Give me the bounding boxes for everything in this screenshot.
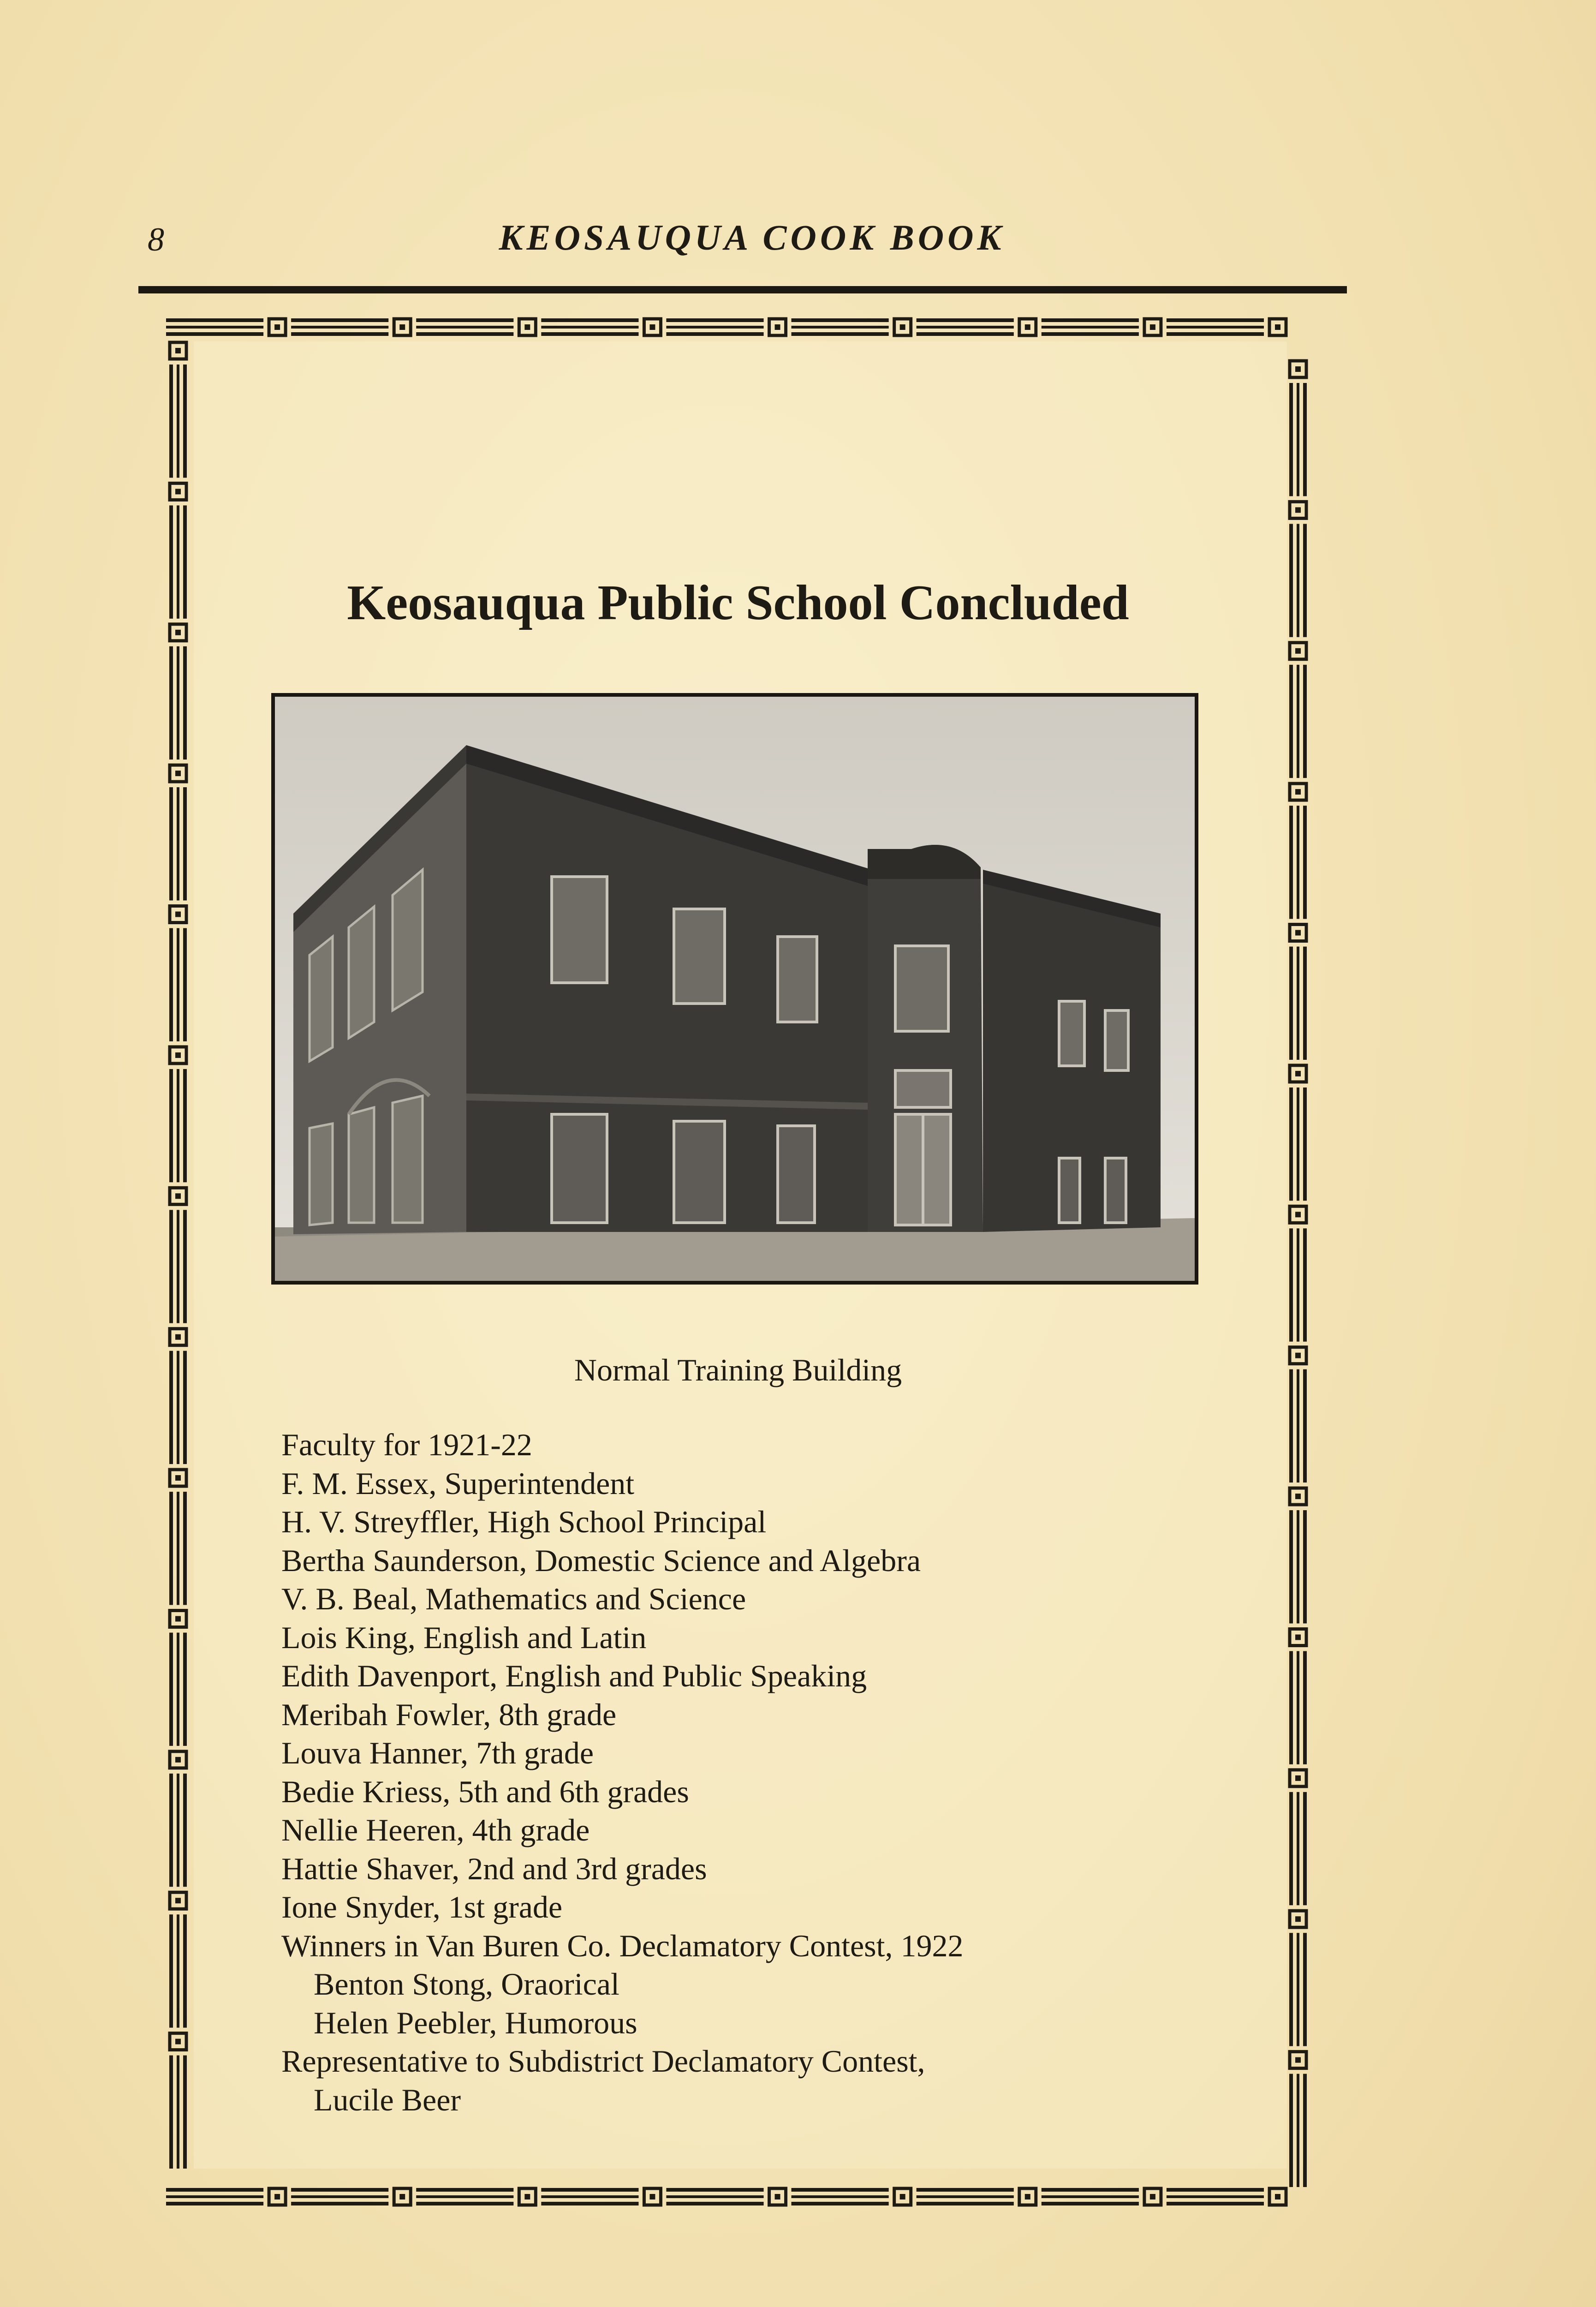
border-ornament	[1289, 1651, 1293, 1764]
border-ornament	[1042, 2202, 1139, 2205]
border-ornament	[792, 318, 889, 322]
border-ornament	[1042, 332, 1139, 336]
representative-heading: Representative to Subdistrict Declamatory Contest,	[281, 2044, 925, 2079]
border-ornament	[1303, 947, 1307, 1060]
border-ornament	[1042, 2195, 1139, 2198]
border-ornament	[291, 318, 388, 322]
border-ornament	[274, 2194, 280, 2199]
border-ornament	[274, 324, 280, 330]
border-ornament	[1289, 1088, 1293, 1201]
border-ornament	[1289, 1792, 1293, 1905]
border-ornament	[416, 318, 513, 322]
border-ornament	[1297, 2074, 1299, 2187]
border-ornament	[541, 2188, 638, 2192]
border-ornament	[666, 326, 763, 329]
border-ornament	[183, 787, 187, 900]
border-ornament	[175, 912, 181, 917]
border-ornament	[169, 1492, 173, 1605]
border-ornament	[1289, 1933, 1293, 2046]
border-ornament	[416, 2195, 513, 2198]
border-ornament	[175, 630, 181, 635]
border-ornament	[175, 1757, 181, 1763]
border-ornament	[169, 2056, 173, 2169]
border-ornament	[666, 332, 763, 336]
border-ornament	[177, 646, 179, 759]
border-ornament	[183, 1351, 187, 1464]
faculty-member: H. V. Streyffler, High School Principal	[281, 1504, 767, 1539]
border-ornament	[1303, 1369, 1307, 1482]
border-ornament	[792, 2195, 889, 2198]
border-ornament	[1303, 1651, 1307, 1764]
border-ornament	[792, 326, 889, 329]
border-ornament	[177, 1492, 179, 1605]
border-ornament	[175, 1616, 181, 1621]
page-title: Keosauqua Public School Concluded	[347, 575, 1129, 630]
border-ornament	[399, 324, 405, 330]
border-ornament	[1167, 2195, 1264, 2198]
border-ornament	[1289, 1510, 1293, 1623]
head-rule	[138, 286, 1347, 293]
border-ornament	[649, 2194, 655, 2199]
border-ornament	[1303, 806, 1307, 919]
border-ornament	[169, 1774, 173, 1887]
border-ornament	[1275, 2194, 1280, 2199]
faculty-member: Nellie Heeren, 4th grade	[281, 1812, 590, 1847]
border-ornament	[1295, 507, 1301, 513]
border-ornament	[177, 1914, 179, 2027]
border-ornament	[1297, 1088, 1299, 1201]
border-ornament	[1303, 1933, 1307, 2046]
faculty-member: Meribah Fowler, 8th grade	[281, 1697, 617, 1732]
border-ornament	[666, 2195, 763, 2198]
border-ornament	[183, 928, 187, 1041]
border-ornament	[166, 318, 263, 322]
border-ornament	[1150, 324, 1155, 330]
border-ornament	[169, 1914, 173, 2027]
border-ornament	[666, 2202, 763, 2205]
border-ornament	[792, 2202, 889, 2205]
border-ornament	[416, 326, 513, 329]
border-ornament	[177, 1351, 179, 1464]
border-ornament	[1167, 2188, 1264, 2192]
school-building-photo	[271, 693, 1198, 1285]
running-head: KEOSAUQUA COOK BOOK	[499, 217, 1005, 257]
border-ornament	[1289, 1228, 1293, 1341]
border-ornament	[1275, 324, 1280, 330]
border-ornament	[177, 1210, 179, 1323]
faculty-member: Bertha Saunderson, Domestic Science and Algebra	[281, 1542, 921, 1578]
border-ornament	[169, 646, 173, 759]
faculty-member: Edith Davenport, English and Public Speaking	[281, 1658, 867, 1693]
border-ornament	[1295, 366, 1301, 372]
border-ornament	[775, 2194, 780, 2199]
border-ornament	[1025, 2194, 1030, 2199]
faculty-heading: Faculty for 1921-22	[281, 1427, 532, 1462]
border-ornament	[177, 1774, 179, 1887]
border-ornament	[1167, 2202, 1264, 2205]
border-ornament	[649, 324, 655, 330]
border-ornament	[541, 326, 638, 329]
faculty-member: Lois King, English and Latin	[281, 1620, 647, 1655]
faculty-member: Hattie Shaver, 2nd and 3rd grades	[281, 1851, 707, 1886]
border-ornament	[166, 2195, 263, 2198]
border-ornament	[1303, 1510, 1307, 1623]
border-ornament	[917, 2195, 1014, 2198]
border-ornament	[541, 318, 638, 322]
border-ornament	[1303, 1228, 1307, 1341]
border-ornament	[1042, 326, 1139, 329]
border-ornament	[666, 318, 763, 322]
border-ornament	[1303, 1792, 1307, 1905]
border-ornament	[183, 365, 187, 478]
border-ornament	[1297, 947, 1299, 1060]
border-ornament	[175, 1898, 181, 1903]
border-ornament	[1297, 524, 1299, 637]
border-ornament	[1295, 1353, 1301, 1358]
border-ornament	[177, 1069, 179, 1182]
border-ornament	[1295, 1634, 1301, 1640]
border-ornament	[175, 2039, 181, 2044]
border-ornament	[792, 2188, 889, 2192]
border-ornament	[169, 1351, 173, 1464]
contest-winner: Helen Peebler, Humorous	[314, 2005, 637, 2040]
border-ornament	[175, 348, 181, 353]
border-ornament	[1297, 1933, 1299, 2046]
border-ornament	[524, 2194, 530, 2199]
border-ornament	[1042, 2188, 1139, 2192]
border-ornament	[183, 2056, 187, 2169]
border-ornament	[1295, 1916, 1301, 1922]
border-ornament	[1297, 665, 1299, 778]
border-ornament	[1289, 1369, 1293, 1482]
border-ornament	[1167, 326, 1264, 329]
border-ornament	[1295, 1775, 1301, 1781]
border-ornament	[1297, 1510, 1299, 1623]
representative-name: Lucile Beer	[314, 2082, 461, 2117]
faculty-member: Bedie Kriess, 5th and 6th grades	[281, 1774, 689, 1809]
border-ornament	[1303, 524, 1307, 637]
border-ornament	[183, 1632, 187, 1745]
border-ornament	[175, 489, 181, 494]
faculty-member: V. B. Beal, Mathematics and Science	[281, 1581, 746, 1616]
border-ornament	[1297, 1228, 1299, 1341]
border-ornament	[169, 1069, 173, 1182]
border-ornament	[792, 332, 889, 336]
border-ornament	[541, 332, 638, 336]
border-ornament	[177, 1632, 179, 1745]
faculty-member: Ione Snyder, 1st grade	[281, 1889, 563, 1924]
border-ornament	[166, 2202, 263, 2205]
border-ornament	[175, 1334, 181, 1340]
contest-heading: Winners in Van Buren Co. Declamatory Contest, 1922	[281, 1928, 964, 1963]
border-ornament	[1297, 806, 1299, 919]
border-ornament	[917, 2202, 1014, 2205]
border-ornament	[524, 324, 530, 330]
page-number: 8	[148, 221, 164, 258]
border-ornament	[291, 326, 388, 329]
border-ornament	[291, 2188, 388, 2192]
border-ornament	[169, 787, 173, 900]
border-ornament	[169, 1210, 173, 1323]
border-ornament	[166, 332, 263, 336]
border-ornament	[291, 332, 388, 336]
border-ornament	[1167, 318, 1264, 322]
border-ornament	[1167, 332, 1264, 336]
border-ornament	[1303, 665, 1307, 778]
contest-winner: Benton Stong, Oraorical	[314, 1966, 619, 2002]
border-ornament	[1289, 524, 1293, 637]
border-ornament	[183, 1492, 187, 1605]
border-ornament	[1295, 789, 1301, 795]
border-ornament	[1303, 383, 1307, 496]
border-ornament	[1297, 1369, 1299, 1482]
border-ornament	[1295, 1071, 1301, 1076]
border-ornament	[1289, 2074, 1293, 2187]
border-ornament	[1297, 1651, 1299, 1764]
border-ornament	[1295, 2057, 1301, 2063]
border-ornament	[169, 928, 173, 1041]
border-ornament	[1042, 318, 1139, 322]
border-ornament	[177, 2056, 179, 2169]
border-ornament	[177, 928, 179, 1041]
faculty-list	[281, 1426, 964, 2119]
border-ornament	[175, 1475, 181, 1481]
border-ornament	[1303, 1088, 1307, 1201]
border-ornament	[177, 787, 179, 900]
border-ornament	[1297, 383, 1299, 496]
border-ornament	[169, 365, 173, 478]
border-ornament	[175, 1193, 181, 1199]
border-ornament	[416, 2188, 513, 2192]
border-ornament	[183, 1774, 187, 1887]
border-ornament	[1289, 665, 1293, 778]
border-ornament	[1297, 1792, 1299, 1905]
border-ornament	[1295, 1212, 1301, 1217]
border-ornament	[1025, 324, 1030, 330]
border-ornament	[183, 505, 187, 618]
faculty-member: Louva Hanner, 7th grade	[281, 1735, 594, 1770]
border-ornament	[917, 2188, 1014, 2192]
border-ornament	[900, 324, 905, 330]
border-ornament	[183, 1069, 187, 1182]
border-ornament	[541, 2202, 638, 2205]
photo-caption: Normal Training Building	[574, 1352, 902, 1387]
border-ornament	[416, 332, 513, 336]
border-ornament	[183, 646, 187, 759]
border-ornament	[175, 771, 181, 776]
border-ornament	[399, 2194, 405, 2199]
border-ornament	[1295, 648, 1301, 654]
border-ornament	[666, 2188, 763, 2192]
border-ornament	[1295, 930, 1301, 936]
border-ornament	[900, 2194, 905, 2199]
border-ornament	[1289, 806, 1293, 919]
border-ornament	[177, 365, 179, 478]
border-ornament	[175, 1052, 181, 1058]
border-ornament	[166, 2188, 263, 2192]
border-ornament	[541, 2195, 638, 2198]
border-ornament	[775, 324, 780, 330]
border-ornament	[177, 505, 179, 618]
border-ornament	[1289, 383, 1293, 496]
border-ornament	[1303, 2074, 1307, 2187]
border-ornament	[1295, 1494, 1301, 1499]
border-ornament	[917, 318, 1014, 322]
faculty-member: F. M. Essex, Superintendent	[281, 1465, 635, 1501]
border-ornament	[1150, 2194, 1155, 2199]
border-ornament	[183, 1914, 187, 2027]
border-ornament	[291, 2195, 388, 2198]
border-ornament	[291, 2202, 388, 2205]
border-ornament	[169, 1632, 173, 1745]
border-ornament	[1289, 947, 1293, 1060]
border-ornament	[166, 326, 263, 329]
border-ornament	[416, 2202, 513, 2205]
border-ornament	[917, 332, 1014, 336]
border-ornament	[169, 505, 173, 618]
border-ornament	[917, 326, 1014, 329]
border-ornament	[183, 1210, 187, 1323]
